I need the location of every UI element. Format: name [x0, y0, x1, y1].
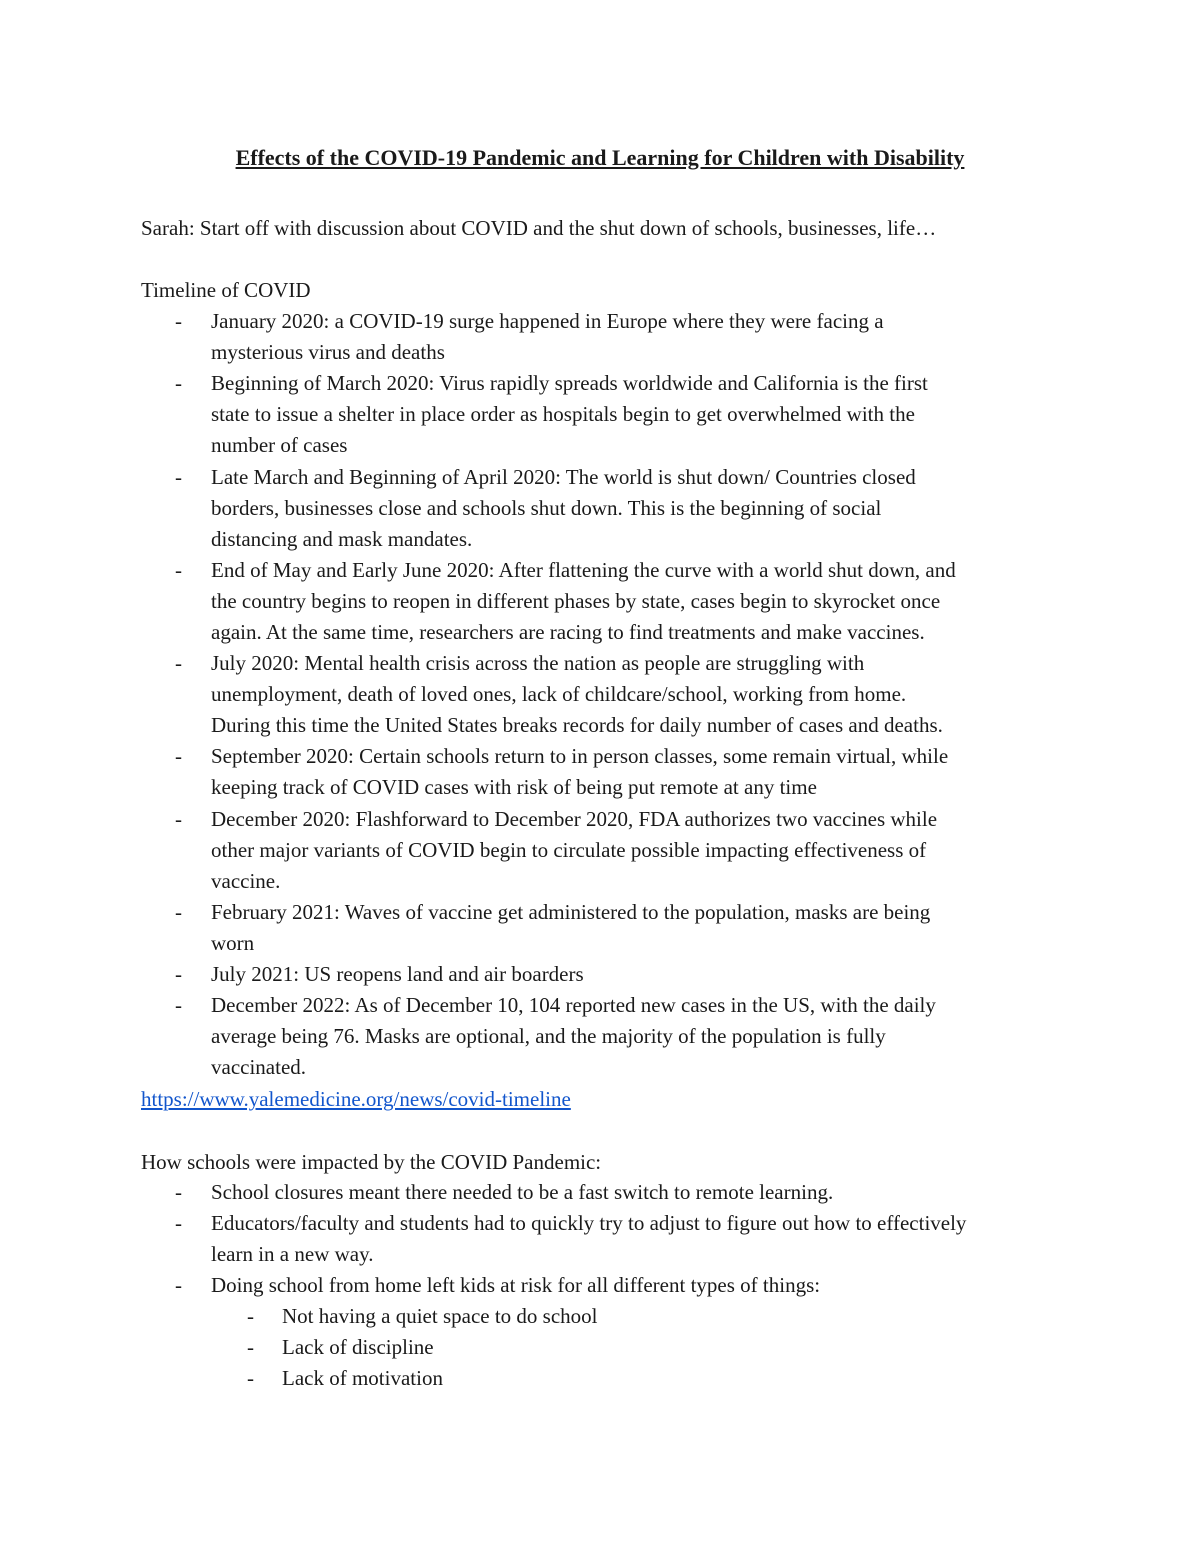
- timeline-item-line: unemployment, death of loved ones, lack of childcare/school, working from home.: [211, 682, 907, 707]
- timeline-item-line: Late March and Beginning of April 2020: The world is shut down/ Countries closed: [211, 464, 916, 489]
- timeline-heading: Timeline of COVID: [141, 278, 311, 302]
- bullet-dash: -: [175, 651, 182, 676]
- timeline-item-line: December 2020: Flashforward to December 2020, FDA authorizes two vaccines while: [211, 806, 938, 831]
- schools-heading: How schools were impacted by the COVID Pandemic:: [141, 1150, 602, 1174]
- timeline-item-line: state to issue a shelter in place order as hospitals begin to get overwhelmed with the: [211, 402, 915, 427]
- risk-item-line: Lack of motivation: [282, 1366, 443, 1391]
- source-link[interactable]: https://www.yalemedicine.org/news/covid-timeline: [141, 1087, 571, 1111]
- timeline-item-text: [211, 462, 916, 555]
- timeline-item-line: again. At the same time, researchers are racing to find treatments and make vaccines.: [211, 619, 925, 644]
- timeline-item-line: keeping track of COVID cases with risk of being put remote at any time: [211, 775, 817, 800]
- bullet-dash: -: [175, 1211, 182, 1236]
- bullet-dash: -: [247, 1304, 254, 1328]
- bullet-dash: -: [247, 1366, 254, 1391]
- school-impact-item-line: Educators/faculty and students had to quickly try to adjust to figure out how to effectively: [211, 1211, 967, 1236]
- bullet-dash: -: [175, 1180, 182, 1204]
- timeline-item-line: vaccine.: [211, 868, 281, 893]
- document-title: Effects of the COVID-19 Pandemic and Learning for Children with Disability: [235, 145, 965, 170]
- risk-item-line: Lack of discipline: [282, 1335, 434, 1360]
- bullet-dash: -: [175, 806, 182, 831]
- timeline-item-text: [211, 959, 584, 990]
- timeline-item-text: [211, 804, 937, 897]
- timeline-item-line: January 2020: a COVID-19 surge happened in Europe where they were facing a: [211, 309, 884, 333]
- bullet-dash: -: [175, 962, 182, 987]
- bullet-dash: -: [175, 557, 182, 582]
- timeline-item-text: [211, 897, 930, 959]
- risk-item-text: [282, 1332, 434, 1363]
- timeline-item-line: worn: [211, 930, 255, 955]
- timeline-item-line: vaccinated.: [211, 1055, 307, 1080]
- school-impact-item-text: [211, 1177, 833, 1208]
- risk-item-line: Not having a quiet space to do school: [282, 1304, 598, 1328]
- risk-item-text: [282, 1301, 598, 1332]
- school-impact-item-text: [211, 1208, 966, 1270]
- school-impact-item-text: [211, 1270, 820, 1301]
- timeline-item-line: other major variants of COVID begin to circulate possible impacting effectiveness of: [211, 837, 927, 862]
- bullet-dash: -: [175, 371, 182, 396]
- timeline-item-line: number of cases: [211, 433, 348, 458]
- bullet-dash: -: [175, 464, 182, 489]
- timeline-item-line: the country begins to reopen in different phases by state, cases begin to skyrocket once: [211, 588, 941, 613]
- timeline-item-text: [211, 648, 943, 741]
- school-impact-item-line: Doing school from home left kids at risk for all different types of things:: [211, 1273, 821, 1298]
- bullet-dash: -: [175, 309, 182, 333]
- timeline-item-text: [211, 741, 948, 803]
- timeline-item-line: During this time the United States breaks records for daily number of cases and deaths.: [211, 713, 943, 738]
- bullet-dash: -: [175, 899, 182, 924]
- intro-paragraph: Sarah: Start off with discussion about COVID and the shut down of schools, businesses, life…: [141, 216, 937, 240]
- timeline-item-line: End of May and Early June 2020: After flattening the curve with a world shut down, and: [211, 557, 956, 582]
- timeline-item-line: Beginning of March 2020: Virus rapidly spreads worldwide and California is the first: [211, 371, 928, 396]
- timeline-item-text: [211, 368, 928, 461]
- timeline-item-text: [211, 555, 956, 648]
- risk-item-text: [282, 1363, 443, 1394]
- timeline-item-line: mysterious virus and deaths: [211, 340, 445, 365]
- school-impact-item-line: learn in a new way.: [211, 1242, 374, 1267]
- timeline-item-text: [211, 990, 936, 1083]
- source-paragraph: [141, 1084, 1071, 1115]
- bullet-dash: -: [175, 1273, 182, 1298]
- timeline-item-line: average being 76. Masks are optional, and the majority of the population is fully: [211, 1024, 886, 1049]
- school-impact-item-line: School closures meant there needed to be a fast switch to remote learning.: [211, 1180, 834, 1204]
- timeline-item-line: borders, businesses close and schools shut down. This is the beginning of social: [211, 495, 882, 520]
- bullet-dash: -: [247, 1335, 254, 1360]
- bullet-dash: -: [175, 744, 182, 769]
- timeline-item-line: December 2022: As of December 10, 104 reported new cases in the US, with the daily: [211, 993, 936, 1018]
- timeline-item-line: July 2020: Mental health crisis across the nation as people are struggling with: [211, 651, 865, 676]
- timeline-item-line: July 2021: US reopens land and air boarders: [211, 962, 584, 987]
- timeline-item-text: [211, 306, 884, 368]
- timeline-item-line: September 2020: Certain schools return to in person classes, some remain virtual, while: [211, 744, 949, 769]
- bullet-dash: -: [175, 993, 182, 1018]
- timeline-item-line: distancing and mask mandates.: [211, 526, 473, 551]
- timeline-item-line: February 2021: Waves of vaccine get administered to the population, masks are being: [211, 899, 931, 924]
